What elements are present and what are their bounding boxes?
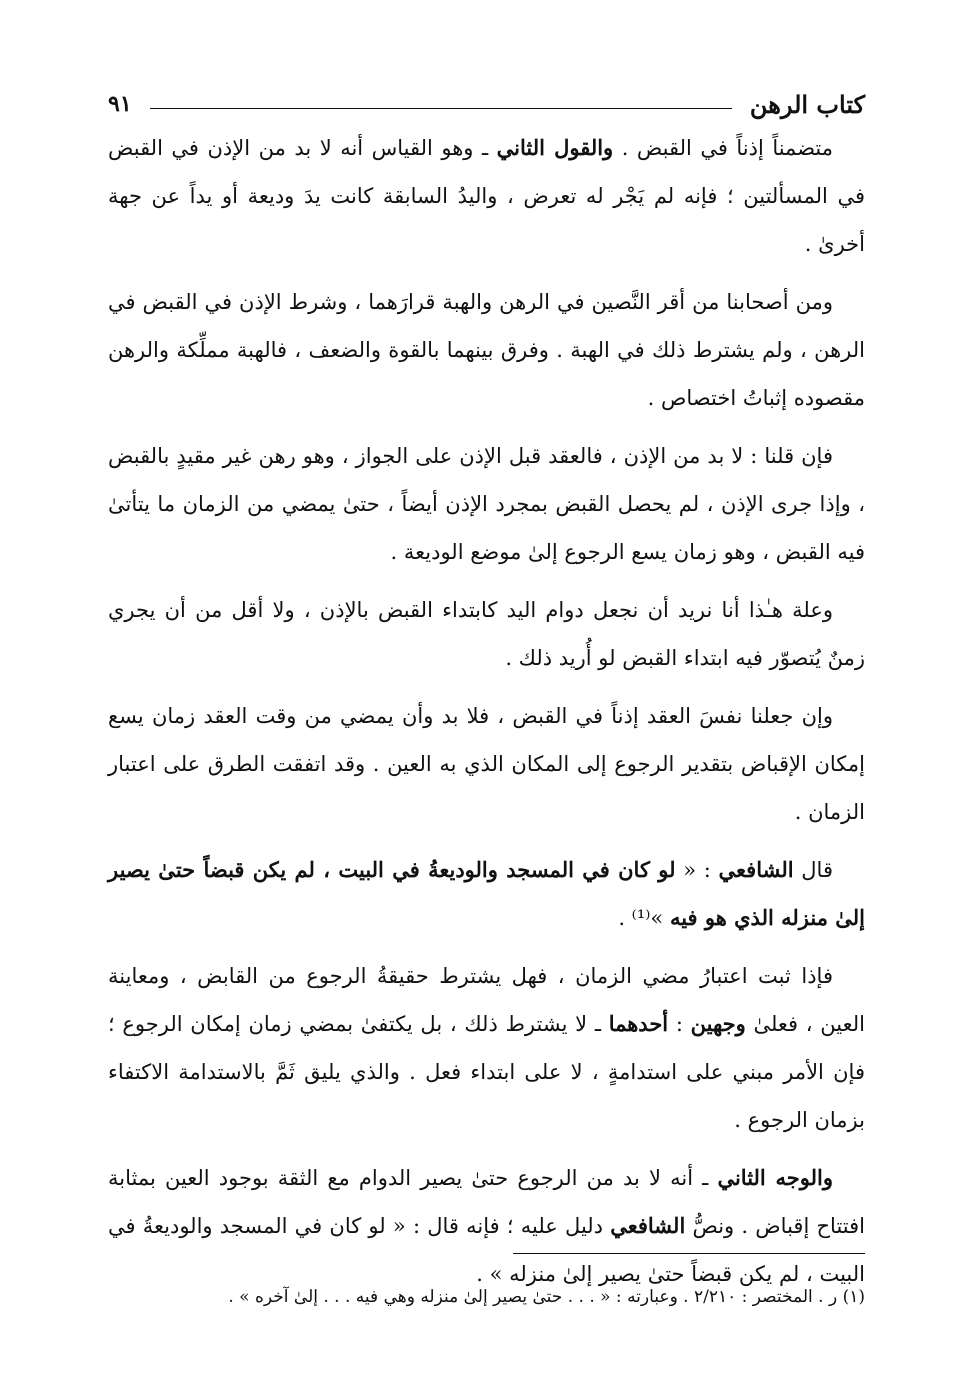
running-header <box>108 84 865 124</box>
paragraph <box>108 278 865 422</box>
paragraph <box>108 692 865 836</box>
footnote-divider <box>513 1253 865 1254</box>
paragraph <box>108 846 865 942</box>
text-run: ـ لا يشترط ذلك ، بل يكتفىٰ بمضي زمان إمكان الرجوع ؛ فإن الأمر مبني على استدامةٍ ، لا على ابتداء فعل . والذي يليق ثَمَّ بالاستدامة الاكتفاء بزمان الرجوع . <box>108 1012 865 1132</box>
paragraph <box>108 952 865 1144</box>
text-run: ـ أنه لا بد من الرجوع حتىٰ يصير الدوام مع الثقة بوجود العين بمثابة افتتاح إقباض . ونصُّ <box>108 1166 865 1238</box>
paragraph <box>108 432 865 576</box>
paragraph <box>108 124 865 268</box>
text-run: ـ وهو القياس أنه لا بد من الإذن في القبض في المسألتين ؛ فإنه لم يَجْر له تعرض ، واليدُ السابقة كانت يدَ وديعة أو يداً عن جهة أخرىٰ . <box>108 136 865 256</box>
paragraph <box>108 1154 865 1298</box>
text-run: وإن جعلنا نفسَ العقد إذناً في القبض ، فلا بد وأن يمضي من وقت العقد زمان يسع إمكان الإقباض بتقدير الرجوع إلى المكان الذي به العين . وقد اتفقت الطرق على اعتبار الزمان . <box>108 704 865 824</box>
bold-text-run: الشافعي <box>718 857 794 882</box>
text-run: : <box>668 1012 691 1036</box>
text-run: ومن أصحابنا من أقر النَّصين في الرهن والهبة قرارَهما ، وشرط الإذن في القبض في الرهن ، ولم يشترط ذلك في الهبة . وفرق بينهما بالقوة والضعف ، فالهبة مملِّكة والرهن مقصوده إثباتُ اختصاص . <box>108 290 865 410</box>
bold-text-run: وجهين <box>690 1011 746 1036</box>
text-run: »⁽¹⁾ . <box>618 906 670 930</box>
body-text <box>108 124 865 1308</box>
bold-text-run: والقول الثاني <box>496 135 614 160</box>
text-run: دليل عليه ؛ فإنه قال : « لو كان في المسجد والوديعةُ في البيت ، لم يكن قبضاً حتىٰ يصير إلىٰ منزله » . <box>108 1214 865 1286</box>
header-rule <box>150 108 732 109</box>
bold-text-run: الشافعي <box>610 1213 686 1238</box>
paragraph <box>108 586 865 682</box>
text-run: وعلة هـٰذا أنا نريد أن نجعل دوام اليد كابتداء القبض بالإذن ، ولا أقل من أن يجري زمنٌ يُتصوّر فيه ابتداء القبض لو أُريد ذلك . <box>108 598 865 670</box>
book-title: كتاب الرهن <box>749 89 865 119</box>
bold-text-run: لو كان في المسجد والوديعةُ في البيت ، لم يكن قبضاً حتىٰ يصير إلىٰ منزله الذي هو فيه <box>108 857 865 930</box>
bold-text-run: والوجه الثاني <box>717 1165 833 1190</box>
text-run: متضمناً إذناً في القبض . <box>613 136 833 160</box>
footnote: (١) ر . المختصر : ٢/٢١٠ . وعبارته : « . . . حتىٰ يصير إلىٰ منزله وهي فيه . . . إلىٰ آخره » . <box>228 1287 865 1307</box>
text-run: فإن قلنا : لا بد من الإذن ، فالعقد قبل الإذن على الجواز ، وهو رهن غير مقيدٍ بالقبض ، وإذا جرى الإذن ، لم يحصل القبض بمجرد الإذن أيضاً ، حتىٰ يمضي من الزمان ما يتأتىٰ فيه القبض ، وهو زمان يسع الرجوع إلىٰ موضع الوديعة . <box>108 444 865 564</box>
page-number: ٩١ <box>108 91 132 117</box>
text-run: قال <box>793 858 833 882</box>
text-run: فإذا ثبت اعتبارُ مضي الزمان ، فهل يشترط حقيقةُ الرجوع من القابض ، ومعاينة العين ، فعلىٰ <box>108 964 865 1036</box>
text-run: : « <box>675 858 719 882</box>
bold-text-run: أحدهما <box>608 1011 669 1036</box>
